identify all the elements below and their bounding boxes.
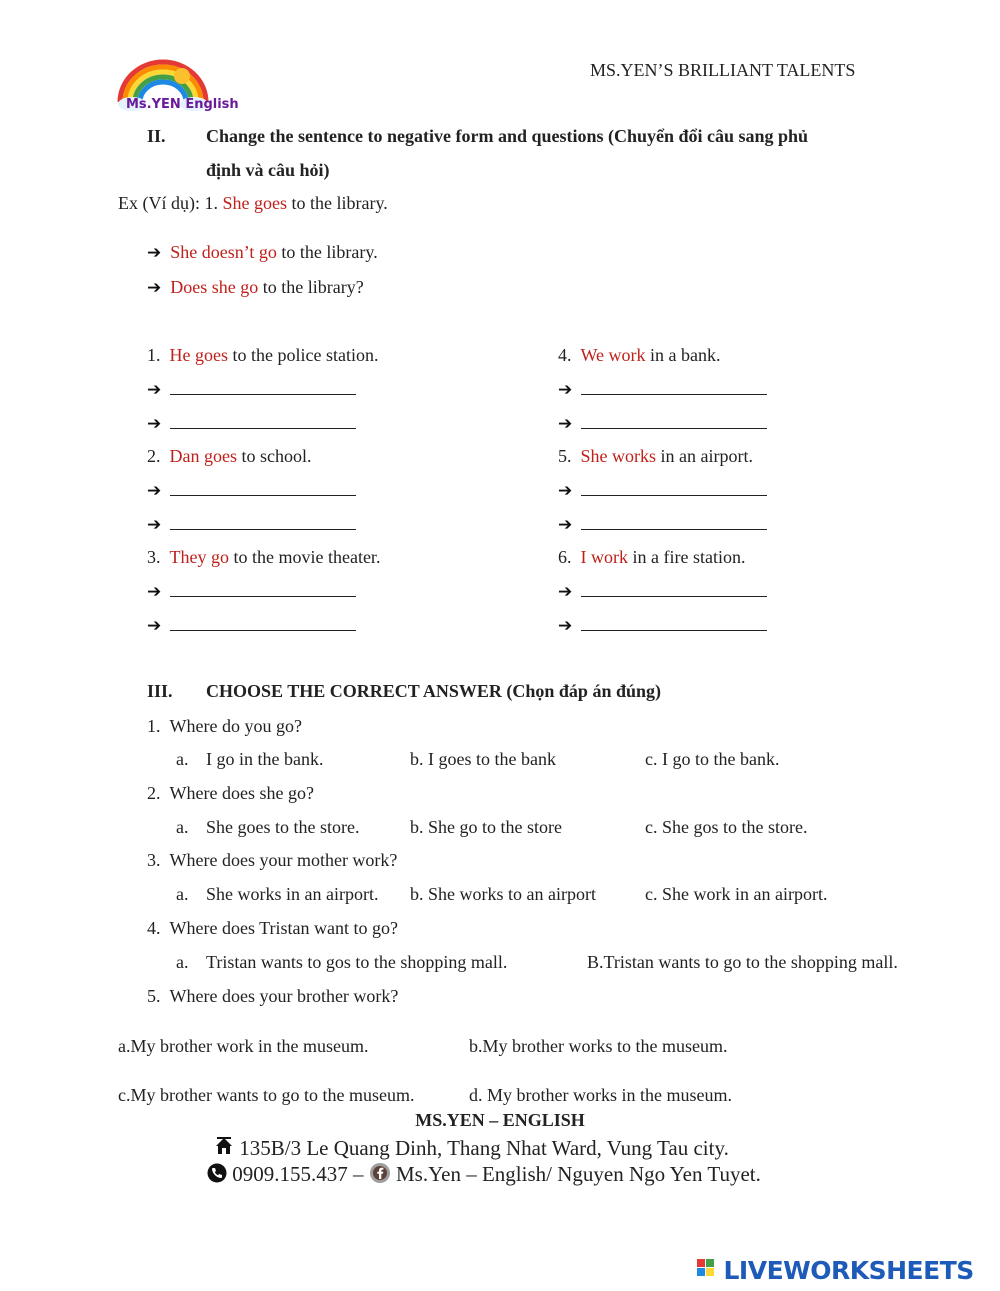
arrow-icon: ➔ <box>147 414 162 434</box>
answer-blank[interactable] <box>581 479 767 496</box>
arrow-icon: ➔ <box>558 481 573 501</box>
q2-option-a-letter: a. <box>176 817 189 837</box>
answer-line[interactable] <box>147 412 356 434</box>
answer-line[interactable] <box>147 378 356 400</box>
liveworksheets-watermark: LIVEWORKSHEETS <box>697 1256 974 1285</box>
answer-blank[interactable] <box>170 614 356 631</box>
q2-option-a[interactable]: She goes to the store. <box>206 817 360 837</box>
arrow-icon: ➔ <box>147 243 162 263</box>
q4-option-a[interactable]: Tristan wants to gos to the shopping mall. <box>206 952 508 972</box>
q5-option-b[interactable]: b.My brother works to the museum. <box>469 1036 728 1056</box>
q3-option-b[interactable]: b. She works to an airport <box>410 884 596 904</box>
answer-blank[interactable] <box>581 580 767 597</box>
arrow-icon: ➔ <box>558 515 573 535</box>
arrow-icon: ➔ <box>558 616 573 636</box>
arrow-icon: ➔ <box>558 414 573 434</box>
q2-option-c[interactable]: c. She gos to the store. <box>645 817 808 837</box>
exercise-item-3: 3. They go to the movie theater. <box>147 547 381 567</box>
exercise-item-2: 2. Dan goes to school. <box>147 446 312 466</box>
q4-option-a-letter: a. <box>176 952 189 972</box>
question-5: 5. Where does your brother work? <box>147 986 399 1006</box>
q1-option-a[interactable]: I go in the bank. <box>206 749 324 769</box>
answer-line[interactable] <box>558 513 767 535</box>
svg-text:Ms.YEN English: Ms.YEN English <box>126 97 239 112</box>
question-1: 1. Where do you go? <box>147 716 302 736</box>
question-4: 4. Where does Tristan want to go? <box>147 918 398 938</box>
answer-line[interactable] <box>147 614 356 636</box>
arrow-icon: ➔ <box>147 515 162 535</box>
q1-option-c[interactable]: c. I go to the bank. <box>645 749 780 769</box>
footer-name: MS.YEN – ENGLISH <box>415 1110 585 1130</box>
answer-blank[interactable] <box>581 378 767 395</box>
answer-blank[interactable] <box>581 412 767 429</box>
q3-option-c[interactable]: c. She work in an airport. <box>645 884 828 904</box>
arrow-icon: ➔ <box>147 278 162 298</box>
brand-title: MS.YEN’S BRILLIANT TALENTS <box>590 60 856 80</box>
answer-line[interactable] <box>147 479 356 501</box>
section2-numeral: II. <box>147 126 166 146</box>
exercise-item-4: 4. We work in a bank. <box>558 345 721 365</box>
answer-blank[interactable] <box>170 479 356 496</box>
answer-blank[interactable] <box>170 580 356 597</box>
phone-icon <box>207 1163 227 1183</box>
q1-option-a-letter: a. <box>176 749 189 769</box>
section2-title-line2: định và câu hỏi) <box>206 160 330 180</box>
answer-line[interactable] <box>558 614 767 636</box>
arrow-icon: ➔ <box>147 582 162 602</box>
section2-title-line1: Change the sentence to negative form and questions (Chuyển đổi câu sang phủ <box>206 126 809 146</box>
answer-blank[interactable] <box>581 614 767 631</box>
footer-contact: 0909.155.437 – Ms.Yen – English/ Nguyen Ngo Yen Tuyet. <box>207 1162 761 1187</box>
arrow-icon: ➔ <box>147 380 162 400</box>
logo-image <box>116 56 239 114</box>
arrow-icon: ➔ <box>147 481 162 501</box>
answer-line[interactable] <box>147 513 356 535</box>
arrow-icon: ➔ <box>558 582 573 602</box>
answer-line[interactable] <box>558 412 767 434</box>
answer-line[interactable] <box>558 378 767 400</box>
answer-blank[interactable] <box>581 513 767 530</box>
answer-blank[interactable] <box>170 412 356 429</box>
section3-title: CHOOSE THE CORRECT ANSWER (Chọn đáp án đúng) <box>206 681 661 701</box>
example-question: ➔ Does she go to the library? <box>147 277 364 298</box>
q1-option-b[interactable]: b. I goes to the bank <box>410 749 556 769</box>
footer-address: 135B/3 Le Quang Dinh, Thang Nhat Ward, Vung Tau city. <box>214 1136 729 1161</box>
answer-line[interactable] <box>147 580 356 602</box>
answer-blank[interactable] <box>170 513 356 530</box>
answer-line[interactable] <box>558 479 767 501</box>
answer-blank[interactable] <box>170 378 356 395</box>
q3-option-a[interactable]: She works in an airport. <box>206 884 379 904</box>
question-3: 3. Where does your mother work? <box>147 850 398 870</box>
q5-option-d[interactable]: d. My brother works in the museum. <box>469 1085 732 1105</box>
arrow-icon: ➔ <box>558 380 573 400</box>
exercise-item-1: 1. He goes to the police station. <box>147 345 379 365</box>
q5-option-a[interactable]: a.My brother work in the museum. <box>118 1036 369 1056</box>
exercise-item-5: 5. She works in an airport. <box>558 446 753 466</box>
q3-option-a-letter: a. <box>176 884 189 904</box>
liveworksheets-logo-icon <box>697 1259 719 1277</box>
exercise-item-6: 6. I work in a fire station. <box>558 547 746 567</box>
q4-option-b[interactable]: B.Tristan wants to go to the shopping mall. <box>587 952 898 972</box>
answer-line[interactable] <box>558 580 767 602</box>
arrow-icon: ➔ <box>147 616 162 636</box>
home-icon <box>214 1136 234 1156</box>
example-negative: ➔ She doesn’t go to the library. <box>147 242 378 263</box>
q5-option-c[interactable]: c.My brother wants to go to the museum. <box>118 1085 415 1105</box>
q2-option-b[interactable]: b. She go to the store <box>410 817 562 837</box>
facebook-icon <box>369 1162 391 1184</box>
section3-numeral: III. <box>147 681 173 701</box>
example-sentence: Ex (Ví dụ): 1. She goes to the library. <box>118 193 388 213</box>
question-2: 2. Where does she go? <box>147 783 314 803</box>
